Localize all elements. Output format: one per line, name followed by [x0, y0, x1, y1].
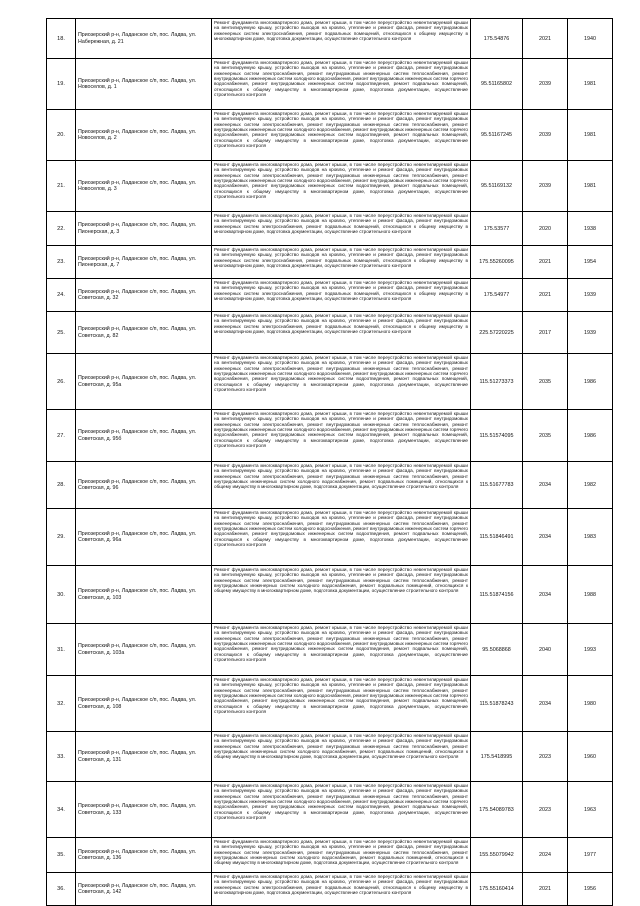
works-description-cell: Ремонт фундамента многоквартирного дома, ремонт крыши, в том числе переустройство невентилируемой крыши на вентилируемую крышу, устройство выходов на кровлю, утепление и ремонт фасада, ремонт внутридомовых инженерных систем электроснабжения, ремонт подвальных помещений, относящихся к общему имуществу в многоквартирном доме, подготовка документации, осуществление строительного контроля [212, 246, 471, 279]
works-description-cell: Ремонт фундамента многоквартирного дома, ремонт крыши, в том числе переустройство невентилируемой крыши на вентилируемую крышу, устройство выходов на кровлю, утепление и ремонт фасада, ремонт внутридомовых инженерных систем электроснабжения, ремонт внутридомовых инженерных систем теплоснабжения, ремонт внутридомовых инженерных систем холодного водоснабжения, ремонт внутридомовых инженерных систем горячего водоснабжения, ремонт внутридомовых инженерных систем водоотведения, ремонт подвальных помещений, относящихся к общему имуществу в многоквартирном доме, подготовка документации, осуществление строительного контроля [212, 410, 471, 462]
row-number: 32. [47, 676, 76, 732]
row-number: 35. [47, 838, 76, 873]
build-year-cell: 1939 [568, 312, 613, 354]
row-number: 33. [47, 732, 76, 782]
build-year-cell: 1960 [568, 732, 613, 782]
build-year-cell: 1938 [568, 212, 613, 246]
table-row [47, 19, 613, 59]
planned-year-cell: 2039 [523, 161, 568, 212]
row-number: 25. [47, 312, 76, 354]
build-year-cell: 1988 [568, 566, 613, 624]
build-year-cell: 1981 [568, 59, 613, 110]
cost-cell: 95.51169132 [471, 161, 523, 212]
address-cell: Приозерский р-н, Ладанское с/п, пос. Ладва, ул. Новоселов, д. 3 [76, 161, 212, 212]
planned-year-cell: 2021 [523, 19, 568, 59]
address-cell: Приозерский р-н, Ладанское с/п, пос. Ладва, ул. Советская, д. 96а [76, 509, 212, 566]
table-row [47, 246, 613, 279]
address-cell: Приозерский р-н, Ладанское с/п, пос. Ладва, ул. Советская, д. 103а [76, 624, 212, 676]
row-number: 26. [47, 354, 76, 410]
works-description-cell: Ремонт фундамента многоквартирного дома, ремонт крыши, в том числе переустройство невентилируемой крыши на вентилируемую крышу, устройство выходов на кровлю, утепление и ремонт фасада, ремонт внутридомовых инженерных систем электроснабжения, ремонт внутридомовых инженерных систем теплоснабжения, ремонт внутридомовых инженерных систем холодного водоснабжения, ремонт внутридомовых инженерных систем горячего водоснабжения, ремонт внутридомовых инженерных систем водоотведения, ремонт подвальных помещений, относящихся к общему имуществу в многоквартирном доме, подготовка документации, осуществление строительного контроля [212, 161, 471, 212]
cost-cell: 95.51165802 [471, 59, 523, 110]
build-year-cell: 1981 [568, 161, 613, 212]
works-description-cell: Ремонт фундамента многоквартирного дома, ремонт крыши, в том числе переустройство невентилируемой крыши на вентилируемую крышу, устройство выходов на кровлю, утепление и ремонт фасада, ремонт внутридомовых инженерных систем электроснабжения, ремонт подвальных помещений, относящихся к общему имуществу в многоквартирном доме, подготовка документации, осуществление строительного контроля [212, 212, 471, 246]
table-row [47, 838, 613, 873]
cost-cell: 95.5068868 [471, 624, 523, 676]
row-number: 29. [47, 509, 76, 566]
build-year-cell: 1939 [568, 279, 613, 312]
table-row [47, 212, 613, 246]
table-row [47, 354, 613, 410]
cost-cell: 175.54977 [471, 279, 523, 312]
address-cell: Приозерский р-н, Ладанское с/п, пос. Ладва, ул. Советская, д. 142 [76, 873, 212, 906]
works-description-cell: Ремонт фундамента многоквартирного дома, ремонт крыши, в том числе переустройство невентилируемой крыши на вентилируемую крышу, устройство выходов на кровлю, утепление и ремонт фасада, ремонт внутридомовых инженерных систем электроснабжения, ремонт подвальных помещений, относящихся к общему имуществу в многоквартирном доме, подготовка документации, осуществление строительного контроля [212, 279, 471, 312]
table-row [47, 873, 613, 906]
table-row [47, 676, 613, 732]
build-year-cell: 1956 [568, 873, 613, 906]
cost-cell: 175.54089783 [471, 782, 523, 838]
build-year-cell: 1981 [568, 110, 613, 161]
address-cell: Приозерский р-н, Ладанское с/п, пос. Ладва, ул. Советская, д. 108 [76, 676, 212, 732]
planned-year-cell: 2034 [523, 509, 568, 566]
table-row [47, 782, 613, 838]
row-number: 27. [47, 410, 76, 462]
planned-year-cell: 2020 [523, 212, 568, 246]
address-cell: Приозерский р-н, Ладанское с/п, пос. Ладва, ул. Советская, д. 131 [76, 732, 212, 782]
build-year-cell: 1980 [568, 676, 613, 732]
works-description-cell: Ремонт фундамента многоквартирного дома, ремонт крыши, в том числе переустройство невентилируемой крыши на вентилируемую крышу, устройство выходов на кровлю, утепление и ремонт фасада, ремонт внутридомовых инженерных систем электроснабжения, ремонт подвальных помещений, относящихся к общему имуществу в многоквартирном доме, подготовка документации, осуществление строительного контроля [212, 19, 471, 59]
cost-cell: 115.51574095 [471, 410, 523, 462]
planned-year-cell: 2039 [523, 110, 568, 161]
address-cell: Приозерский р-н, Ладанское с/п, пос. Ладва, ул. Новоселов, д. 2 [76, 110, 212, 161]
address-cell: Приозерский р-н, Ладанское с/п, пос. Ладва, ул. Советская, д. 133 [76, 782, 212, 838]
planned-year-cell: 2021 [523, 873, 568, 906]
cost-cell: 225.57220225 [471, 312, 523, 354]
cost-cell: 115.51273373 [471, 354, 523, 410]
cost-cell: 115.51878243 [471, 676, 523, 732]
build-year-cell: 1986 [568, 354, 613, 410]
planned-year-cell: 2035 [523, 354, 568, 410]
table-body [47, 19, 613, 906]
cost-cell: 115.51846491 [471, 509, 523, 566]
address-cell: Приозерский р-н, Ладанское с/п, пос. Ладва, ул. Пионерская, д. 3 [76, 212, 212, 246]
table-row [47, 312, 613, 354]
address-cell: Приозерский р-н, Ладанское с/п, пос. Ладва, ул. Советская, д. 103 [76, 566, 212, 624]
cost-cell: 115.51874156 [471, 566, 523, 624]
address-cell: Приозерский р-н, Ладанское с/п, пос. Ладва, ул. Советская, д. 95а [76, 354, 212, 410]
build-year-cell: 1977 [568, 838, 613, 873]
planned-year-cell: 2035 [523, 410, 568, 462]
row-number: 24. [47, 279, 76, 312]
cost-cell: 175.55160414 [471, 873, 523, 906]
build-year-cell: 1954 [568, 246, 613, 279]
row-number: 23. [47, 246, 76, 279]
address-cell: Приозерский р-н, Ладанское с/п, пос. Ладва, ул. Советская, д. 136 [76, 838, 212, 873]
table-row [47, 410, 613, 462]
build-year-cell: 1982 [568, 462, 613, 509]
row-number: 20. [47, 110, 76, 161]
cost-cell: 175.54876 [471, 19, 523, 59]
works-description-cell: Ремонт фундамента многоквартирного дома, ремонт крыши, в том числе переустройство невентилируемой крыши на вентилируемую крышу, устройство выходов на кровлю, утепление и ремонт фасада, ремонт внутридомовых инженерных систем электроснабжения, ремонт внутридомовых инженерных систем теплоснабжения, ремонт внутридомовых инженерных систем холодного водоснабжения, ремонт внутридомовых инженерных систем горячего водоснабжения, ремонт внутридомовых инженерных систем водоотведения, ремонт подвальных помещений, относящихся к общему имуществу в многоквартирном доме, подготовка документации, осуществление строительного контроля [212, 676, 471, 732]
row-number: 21. [47, 161, 76, 212]
cost-cell: 115.51677783 [471, 462, 523, 509]
planned-year-cell: 2024 [523, 838, 568, 873]
document-page [46, 18, 612, 906]
table-row [47, 624, 613, 676]
works-description-cell: Ремонт фундамента многоквартирного дома, ремонт крыши, в том числе переустройство невентилируемой крыши на вентилируемую крышу, устройство выходов на кровлю, утепление и ремонт фасада, ремонт внутридомовых инженерных систем электроснабжения, ремонт внутридомовых инженерных систем теплоснабжения, ремонт внутридомовых инженерных систем холодного водоснабжения, ремонт внутридомовых инженерных систем горячего водоснабжения, ремонт внутридомовых инженерных систем водоотведения, ремонт подвальных помещений, относящихся к общему имуществу в многоквартирном доме, подготовка документации, осуществление строительного контроля [212, 782, 471, 838]
table-row [47, 161, 613, 212]
cost-cell: 95.51167245 [471, 110, 523, 161]
build-year-cell: 1986 [568, 410, 613, 462]
table-row [47, 732, 613, 782]
table-row [47, 509, 613, 566]
build-year-cell: 1963 [568, 782, 613, 838]
address-cell: Приозерский р-н, Ладанское с/п, пос. Ладва, ул. Советская, д. 32 [76, 279, 212, 312]
planned-year-cell: 2034 [523, 462, 568, 509]
cost-cell: 175.53577 [471, 212, 523, 246]
works-description-cell: Ремонт фундамента многоквартирного дома, ремонт крыши, в том числе переустройство невентилируемой крыши на вентилируемую крышу, устройство выходов на кровлю, утепление и ремонт фасада, ремонт внутридомовых инженерных систем электроснабжения, ремонт внутридомовых инженерных систем теплоснабжения, ремонт внутридомовых инженерных систем холодного водоснабжения, ремонт внутридомовых инженерных систем горячего водоснабжения, ремонт внутридомовых инженерных систем водоотведения, ремонт подвальных помещений, относящихся к общему имуществу в многоквартирном доме, подготовка документации, осуществление строительного контроля [212, 59, 471, 110]
table-row [47, 566, 613, 624]
planned-year-cell: 2021 [523, 279, 568, 312]
planned-year-cell: 2039 [523, 59, 568, 110]
works-description-cell: Ремонт фундамента многоквартирного дома, ремонт крыши, в том числе переустройство невентилируемой крыши на вентилируемую крышу, устройство выходов на кровлю, утепление и ремонт фасада, ремонт внутридомовых инженерных систем электроснабжения, ремонт внутридомовых инженерных систем теплоснабжения, ремонт внутридомовых инженерных систем холодного водоснабжения, ремонт внутридомовых инженерных систем горячего водоснабжения, ремонт внутридомовых инженерных систем водоотведения, ремонт подвальных помещений, относящихся к общему имуществу в многоквартирном доме, подготовка документации, осуществление строительного контроля [212, 624, 471, 676]
table-row [47, 462, 613, 509]
row-number: 34. [47, 782, 76, 838]
address-cell: Приозерский р-н, Ладанское с/п, пос. Ладва, ул. Новоселов, д. 1 [76, 59, 212, 110]
works-description-cell: Ремонт фундамента многоквартирного дома, ремонт крыши, в том числе переустройство невентилируемой крыши на вентилируемую крышу, устройство выходов на кровлю, утепление и ремонт фасада, ремонт внутридомовых инженерных систем электроснабжения, ремонт внутридомовых инженерных систем теплоснабжения, ремонт внутридомовых инженерных систем холодного водоснабжения, ремонт внутридомовых инженерных систем горячего водоснабжения, ремонт внутридомовых инженерных систем водоотведения, ремонт подвальных помещений, относящихся к общему имуществу в многоквартирном доме, подготовка документации, осуществление строительного контроля [212, 509, 471, 566]
build-year-cell: 1983 [568, 509, 613, 566]
address-cell: Приозерский р-н, Ладанское с/п, пос. Ладва, ул. Советская, д. 95б [76, 410, 212, 462]
works-description-cell: Ремонт фундамента многоквартирного дома, ремонт крыши, в том числе переустройство невентилируемой крыши на вентилируемую крышу, устройство выходов на кровлю, утепление и ремонт фасада, ремонт внутридомовых инженерных систем электроснабжения, ремонт внутридомовых инженерных систем теплоснабжения, ремонт внутридомовых инженерных систем холодного водоснабжения, ремонт подвальных помещений, относящихся к общему имуществу в многоквартирном доме, подготовка документации, осуществление строительного контроля [212, 732, 471, 782]
row-number: 36. [47, 873, 76, 906]
works-description-cell: Ремонт фундамента многоквартирного дома, ремонт крыши, в том числе переустройство невентилируемой крыши на вентилируемую крышу, устройство выходов на кровлю, утепление и ремонт фасада, ремонт внутридомовых инженерных систем электроснабжения, ремонт подвальных помещений, относящихся к общему имуществу в многоквартирном доме, подготовка документации, осуществление строительного контроля [212, 312, 471, 354]
address-cell: Приозерский р-н, Ладанское с/п, пос. Ладва, ул. Пионерская, д. 7 [76, 246, 212, 279]
address-cell: Приозерский р-н, Ладанское с/п, пос. Ладва, ул. Набережная, д. 21 [76, 19, 212, 59]
planned-year-cell: 2023 [523, 732, 568, 782]
address-cell: Приозерский р-н, Ладанское с/п, пос. Ладва, ул. Советская, д. 82 [76, 312, 212, 354]
cost-cell: 175.55260095 [471, 246, 523, 279]
cost-cell: 155.55079942 [471, 838, 523, 873]
table-row [47, 110, 613, 161]
planned-year-cell: 2034 [523, 676, 568, 732]
works-description-cell: Ремонт фундамента многоквартирного дома, ремонт крыши, в том числе переустройство невентилируемой крыши на вентилируемую крышу, устройство выходов на кровлю, утепление и ремонт фасада, ремонт внутридомовых инженерных систем электроснабжения, ремонт внутридомовых инженерных систем теплоснабжения, ремонт внутридомовых инженерных систем холодного водоснабжения, ремонт подвальных помещений, относящихся к общему имуществу в многоквартирном доме, подготовка документации, осуществление строительного контроля [212, 462, 471, 509]
table-row [47, 59, 613, 110]
cost-cell: 175.5418995 [471, 732, 523, 782]
row-number: 28. [47, 462, 76, 509]
build-year-cell: 1940 [568, 19, 613, 59]
row-number: 22. [47, 212, 76, 246]
works-description-cell: Ремонт фундамента многоквартирного дома, ремонт крыши, в том числе переустройство невентилируемой крыши на вентилируемую крышу, устройство выходов на кровлю, утепление и ремонт фасада, ремонт внутридомовых инженерных систем электроснабжения, ремонт подвальных помещений, относящихся к общему имуществу в многоквартирном доме, подготовка документации, осуществление строительного контроля [212, 873, 471, 906]
planned-year-cell: 2017 [523, 312, 568, 354]
planned-year-cell: 2023 [523, 782, 568, 838]
planned-year-cell: 2021 [523, 246, 568, 279]
row-number: 18. [47, 19, 76, 59]
build-year-cell: 1993 [568, 624, 613, 676]
table-row [47, 279, 613, 312]
row-number: 31. [47, 624, 76, 676]
works-description-cell: Ремонт фундамента многоквартирного дома, ремонт крыши, в том числе переустройство невентилируемой крыши на вентилируемую крышу, устройство выходов на кровлю, утепление и ремонт фасада, ремонт внутридомовых инженерных систем электроснабжения, ремонт внутридомовых инженерных систем теплоснабжения, ремонт внутридомовых инженерных систем холодного водоснабжения, ремонт внутридомовых инженерных систем горячего водоснабжения, ремонт внутридомовых инженерных систем водоотведения, ремонт подвальных помещений, относящихся к общему имуществу в многоквартирном доме, подготовка документации, осуществление строительного контроля [212, 110, 471, 161]
repair-program-table [46, 18, 613, 906]
works-description-cell: Ремонт фундамента многоквартирного дома, ремонт крыши, в том числе переустройство невентилируемой крыши на вентилируемую крышу, устройство выходов на кровлю, утепление и ремонт фасада, ремонт внутридомовых инженерных систем электроснабжения, ремонт внутридомовых инженерных систем теплоснабжения, ремонт внутридомовых инженерных систем холодного водоснабжения, ремонт подвальных помещений, относящихся к общему имуществу в многоквартирном доме, подготовка документации, осуществление строительного контроля [212, 838, 471, 873]
row-number: 19. [47, 59, 76, 110]
planned-year-cell: 2034 [523, 566, 568, 624]
planned-year-cell: 2040 [523, 624, 568, 676]
works-description-cell: Ремонт фундамента многоквартирного дома, ремонт крыши, в том числе переустройство невентилируемой крыши на вентилируемую крышу, устройство выходов на кровлю, утепление и ремонт фасада, ремонт внутридомовых инженерных систем электроснабжения, ремонт внутридомовых инженерных систем теплоснабжения, ремонт внутридомовых инженерных систем холодного водоснабжения, ремонт подвальных помещений, относящихся к общему имуществу в многоквартирном доме, подготовка документации, осуществление строительного контроля [212, 566, 471, 624]
works-description-cell: Ремонт фундамента многоквартирного дома, ремонт крыши, в том числе переустройство невентилируемой крыши на вентилируемую крышу, устройство выходов на кровлю, утепление и ремонт фасада, ремонт внутридомовых инженерных систем электроснабжения, ремонт внутридомовых инженерных систем теплоснабжения, ремонт внутридомовых инженерных систем холодного водоснабжения, ремонт внутридомовых инженерных систем горячего водоснабжения, ремонт внутридомовых инженерных систем водоотведения, ремонт подвальных помещений, относящихся к общему имуществу в многоквартирном доме, подготовка документации, осуществление строительного контроля [212, 354, 471, 410]
address-cell: Приозерский р-н, Ладанское с/п, пос. Ладва, ул. Советская, д. 96 [76, 462, 212, 509]
row-number: 30. [47, 566, 76, 624]
